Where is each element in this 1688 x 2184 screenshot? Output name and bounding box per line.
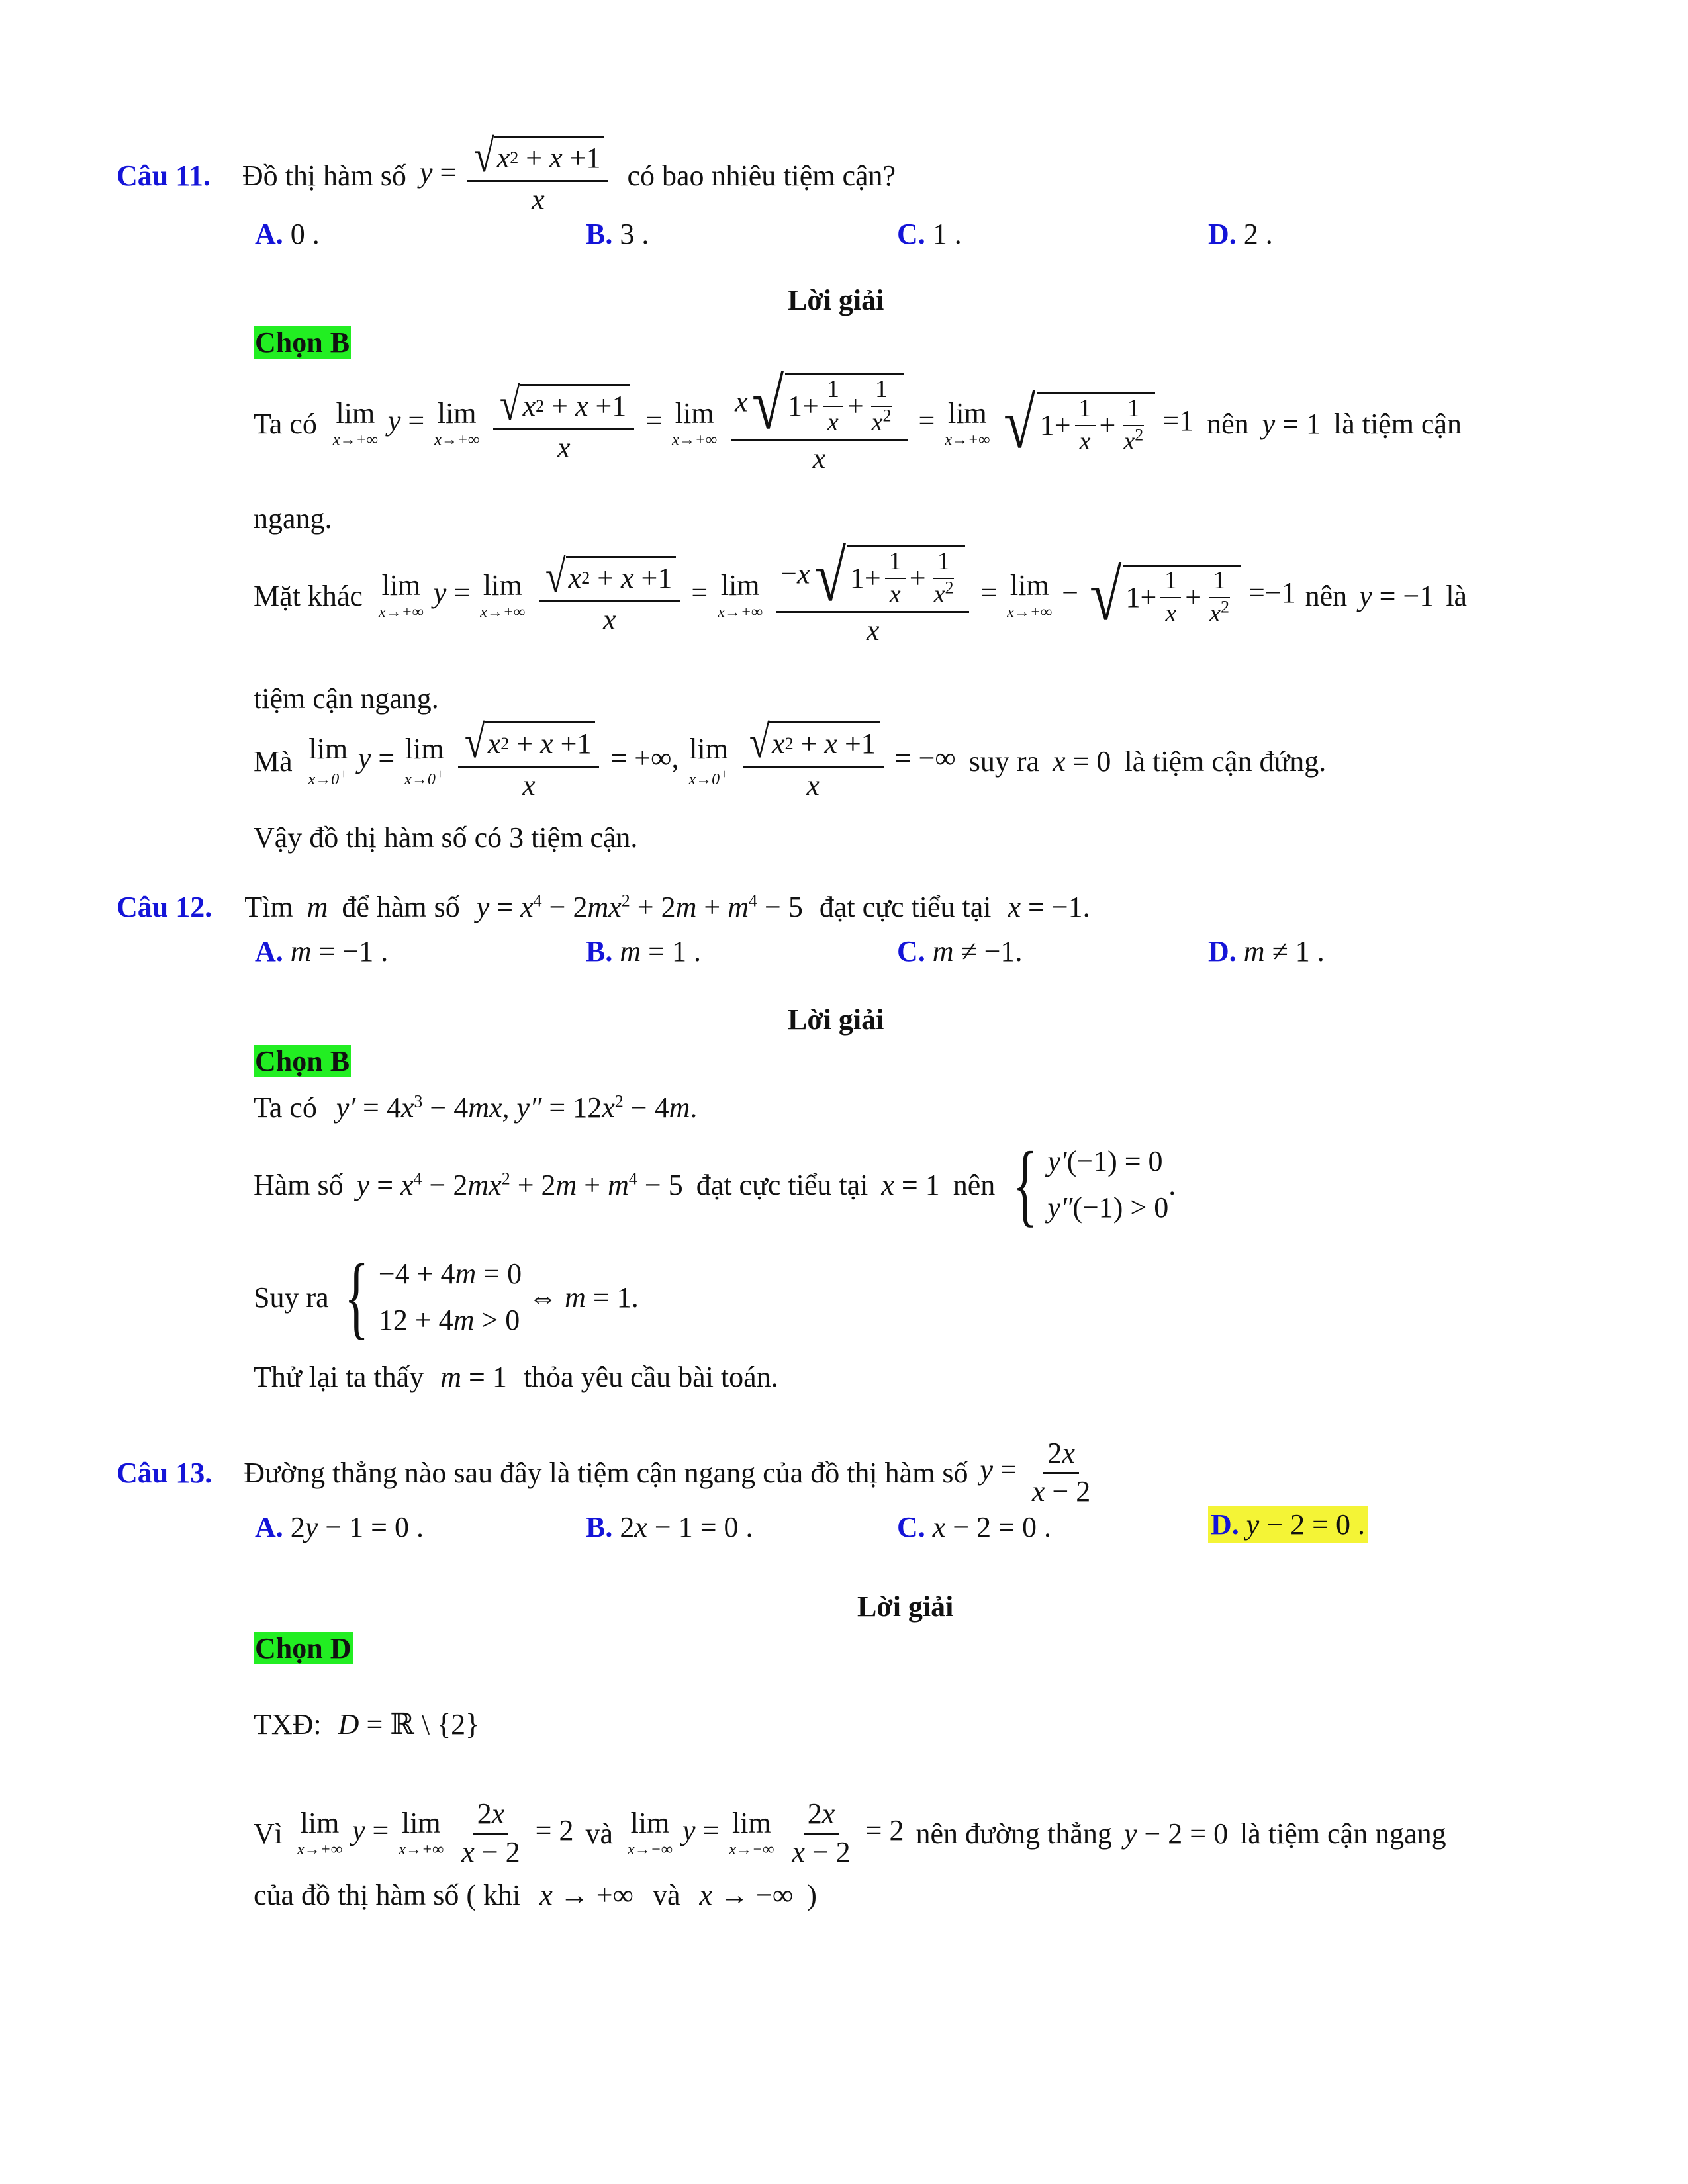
q11-function: y = √ x 2 + x +1 x (420, 136, 613, 215)
q12-stem: Câu 12. Tìm m để hàm số $y = x^4 - 2mx^2 + 2m + m^4 - 5$ đạt cực tiểu tại x = −1. (117, 891, 1090, 923)
q13-solution-line1: Vì lim x→+∞ y = lim x→+∞ $\frac{2x}{x - 2}$ = 2 và lim x→−∞ y = lim x→−∞ $\frac{2x}{x - 2}$ = 2 nên đường thẳng y − 2 = 0 là tiệm cận ngang (254, 1797, 1446, 1868)
q13-option-d: D. y − 2 = 0 . (1208, 1508, 1368, 1541)
q11-option-c: C. 1 . (897, 218, 962, 250)
q12-solution-title: Lời giải (788, 1003, 884, 1036)
q13-choice: Chọn D (255, 1632, 352, 1664)
q13-label: Câu 13. (117, 1456, 212, 1489)
q11-stem-question: có bao nhiêu tiệm cận? (627, 159, 896, 192)
q11-label: Câu 11. (117, 159, 211, 192)
q12-option-b: B. m = 1 . (586, 935, 701, 968)
q12-option-a: A. m = −1 . (255, 935, 389, 968)
q11-stem-text: Đồ thị hàm số (242, 159, 406, 192)
q11-solution-line2: Mặt khác lim x→+∞ y = lim x→+∞ √ x 2 + x +1 x = lim x→+∞ −x √ 1+ $\frac{1}{x}$ + $\frac{1}{x^2}$ x = lim x→+∞ − √ 1+ $\frac{1}{x}$ + $\frac{1}{x^2}$ =−1 nên y = −1 là (254, 535, 1468, 647)
q11-solution-line1-cont: ngang. (254, 502, 332, 535)
q11-solution-line3: Mà lim x→0+ y = lim x→0+ √ x 2 + x +1 x = +∞, lim x→0+ √ x 2 + x +1 x = −∞ suy ra x = 0 là tiệm cận đứng. (254, 716, 1327, 801)
q13-option-b: B. 2x − 1 = 0 . (586, 1511, 753, 1543)
q13-solution-title: Lời giải (857, 1590, 954, 1623)
q13-option-c: C. x − 2 = 0 . (897, 1511, 1051, 1543)
q12-option-d: D. m ≠ 1 . (1208, 935, 1325, 968)
q11-option-a: A. 0 . (255, 218, 320, 250)
q11-solution-title: Lời giải (788, 284, 884, 316)
q11-conclusion: Vậy đồ thị hàm số có 3 tiệm cận. (254, 821, 638, 854)
q11-choice: Chọn B (255, 326, 350, 359)
q11-stem (117, 126, 896, 225)
q11-option-d: D. 2 . (1208, 218, 1273, 250)
q13-txd: TXĐ: D = ℝ \ {2} (254, 1708, 480, 1741)
q12-option-c: C. m ≠ −1. (897, 935, 1023, 968)
q11-solution-line1: Ta có lim x→+∞ y = lim x→+∞ √ x 2 + x +1 x = lim x→+∞ x √ 1+ $\frac{1}{x}$ + $\frac{1}{x^2}$ x = lim x→+∞ √ 1+ $\frac{1}{x}$ + $\frac{1}{x^2}$ =1 nên y = 1 là tiệm cận (254, 363, 1462, 475)
q13-option-a: A. 2y − 1 = 0 . (255, 1511, 424, 1543)
q13-solution-line2: của đồ thị hàm số ( khi x → +∞ và x → −∞ ) (254, 1879, 817, 1911)
q12-solution-line1: Ta có $y' = 4x^3 - 4mx$, $y'' = 12x^2 - 4m$. (254, 1091, 698, 1124)
q13-stem: Câu 13. Đường thẳng nào sau đây là tiệm cận ngang của đồ thị hàm số y = $\frac{2x}{x - 2}$ (117, 1437, 1091, 1508)
q11-option-b: B. 3 . (586, 218, 649, 250)
q12-choice: Chọn B (255, 1045, 350, 1077)
q11-solution-line2-cont: tiệm cận ngang. (254, 682, 439, 715)
q12-label: Câu 12. (117, 891, 212, 923)
q12-solution-line3: Suy ra { −4 + 4m = 0 12 + 4m > 0 ⇔ m = 1. (254, 1246, 639, 1348)
q12-solution-line4: Thử lại ta thấy m = 1 thỏa yêu cầu bài toán. (254, 1361, 778, 1393)
q12-solution-line2: Hàm số $y = x^4 - 2mx^2 + 2m + m^4 - 5$ đạt cực tiểu tại x = 1 nên { y′(−1) = 0 y″(−1) > 0 . (254, 1133, 1176, 1236)
